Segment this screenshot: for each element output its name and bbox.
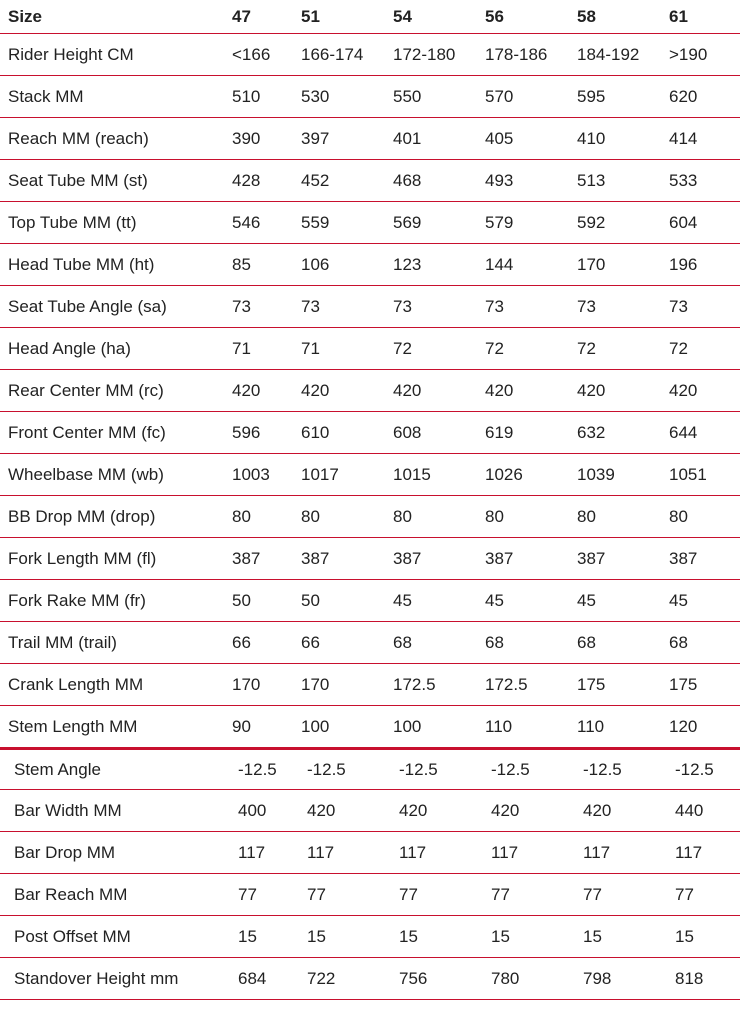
table-cell: 77 [675,884,694,904]
table-cell: 80 [485,506,504,526]
row-label: Head Tube MM (ht) [8,254,155,274]
header-size: 61 [669,6,688,26]
table-row [0,370,740,412]
table-row [0,76,740,118]
row-label: Stack MM [8,86,84,106]
table-row [0,874,740,916]
table-cell: 15 [583,926,602,946]
table-cell: 420 [485,380,514,400]
table-cell: 117 [399,842,427,862]
table-cell: 15 [238,926,257,946]
table-cell: 73 [577,296,596,316]
table-cell: 77 [491,884,510,904]
table-cell: 420 [669,380,698,400]
table-cell: 550 [393,86,422,106]
table-cell: 73 [485,296,504,316]
table-cell: 387 [577,548,606,568]
table-cell: 117 [583,842,611,862]
table-cell: 420 [491,800,520,820]
row-label: Seat Tube MM (st) [8,170,148,190]
table-cell: -12.5 [675,759,714,779]
table-cell: 170 [577,254,606,274]
table-cell: 80 [669,506,688,526]
table-row [0,286,740,328]
table-cell: -12.5 [399,759,438,779]
table-cell: 66 [301,632,320,652]
table-cell: 1051 [669,464,707,484]
table-cell: 400 [238,800,267,820]
table-cell: 80 [393,506,412,526]
table-cell: 608 [393,422,422,442]
row-label: Top Tube MM (tt) [8,212,137,232]
table-cell: 387 [301,548,330,568]
table-cell: -12.5 [307,759,346,779]
table-cell: 410 [577,128,606,148]
table-cell: 170 [232,674,261,694]
table-cell: 644 [669,422,698,442]
table-cell: 175 [669,674,698,694]
table-cell: 387 [393,548,422,568]
table-cell: 610 [301,422,330,442]
table-cell: 1026 [485,464,523,484]
table-cell: 77 [307,884,326,904]
table-row [0,160,740,202]
table-cell: 50 [301,590,320,610]
table-cell: 68 [485,632,504,652]
row-label: Stem Angle [14,759,101,779]
table-cell: 45 [669,590,688,610]
table-cell: 172-180 [393,44,456,64]
table-cell: 559 [301,212,330,232]
header-label: Size [8,6,43,26]
row-label: Bar Width MM [14,800,122,820]
table-cell: 45 [577,590,596,610]
table-cell: 117 [307,842,335,862]
table-row [0,118,740,160]
row-label: Front Center MM (fc) [8,422,166,442]
table-cell: 117 [491,842,519,862]
table-cell: 72 [393,338,412,358]
table-cell: 45 [393,590,412,610]
table-cell: 596 [232,422,261,442]
table-cell: 722 [307,968,336,988]
row-label: Fork Rake MM (fr) [8,590,146,610]
table-cell: -12.5 [583,759,622,779]
table-cell: 71 [232,338,251,358]
table-cell: 546 [232,212,261,232]
table-cell: 513 [577,170,606,190]
table-cell: 579 [485,212,514,232]
table-row [0,958,740,1000]
table-cell: 72 [669,338,688,358]
table-cell: 387 [485,548,514,568]
table-cell: -12.5 [238,759,277,779]
table-cell: 170 [301,674,330,694]
table-cell: 80 [232,506,251,526]
table-cell: 570 [485,86,514,106]
table-cell: 100 [301,716,330,736]
table-row [0,580,740,622]
table-cell: 420 [399,800,428,820]
header-size: 47 [232,6,251,26]
table-cell: 166-174 [301,44,364,64]
table-cell: 619 [485,422,514,442]
table-row [0,622,740,664]
table-cell: 68 [577,632,596,652]
table-row [0,748,740,790]
table-cell: 120 [669,716,698,736]
header-size: 51 [301,6,320,26]
row-label: Reach MM (reach) [8,128,149,148]
table-cell: 172.5 [393,674,436,694]
table-cell: 1017 [301,464,339,484]
table-cell: 592 [577,212,606,232]
table-cell: 15 [491,926,510,946]
table-cell: 420 [577,380,606,400]
row-label: Standover Height mm [14,968,179,988]
table-body [0,34,740,1000]
table-cell: >190 [669,44,708,64]
table-cell: 405 [485,128,514,148]
table-cell: 73 [232,296,251,316]
table-cell: 117 [675,842,703,862]
table-cell: 1003 [232,464,270,484]
table-cell: -12.5 [491,759,530,779]
header-size: 56 [485,6,504,26]
table-cell: 604 [669,212,698,232]
table-cell: 196 [669,254,698,274]
table-cell: 387 [669,548,698,568]
table-cell: 45 [485,590,504,610]
table-cell: 414 [669,128,698,148]
table-cell: 452 [301,170,330,190]
table-cell: 68 [393,632,412,652]
row-label: Stem Length MM [8,716,138,736]
table-cell: 468 [393,170,422,190]
table-cell: 72 [577,338,596,358]
table-cell: 85 [232,254,251,274]
table-cell: 175 [577,674,606,694]
table-cell: 401 [393,128,422,148]
table-header-row [0,0,740,34]
table-cell: 80 [577,506,596,526]
table-cell: <166 [232,44,271,64]
table-cell: 510 [232,86,261,106]
table-row [0,454,740,496]
table-row [0,790,740,832]
table-row [0,412,740,454]
table-cell: 684 [238,968,267,988]
table-cell: 595 [577,86,606,106]
table-cell: 798 [583,968,612,988]
row-label: Seat Tube Angle (sa) [8,296,167,316]
header-size: 54 [393,6,412,26]
table-cell: 73 [393,296,412,316]
table-cell: 1015 [393,464,431,484]
table-cell: 106 [301,254,330,274]
header-size: 58 [577,6,596,26]
table-cell: 818 [675,968,704,988]
row-label: Fork Length MM (fl) [8,548,157,568]
table-row [0,538,740,580]
table-cell: 77 [399,884,418,904]
table-cell: 420 [307,800,336,820]
table-row [0,496,740,538]
row-label: Bar Drop MM [14,842,116,862]
table-cell: 50 [232,590,251,610]
row-label: Rear Center MM (rc) [8,380,164,400]
table-cell: 172.5 [485,674,528,694]
table-cell: 123 [393,254,422,274]
table-row [0,832,740,874]
table-cell: 178-186 [485,44,548,64]
table-cell: 77 [583,884,602,904]
table-cell: 100 [393,716,422,736]
table-row [0,202,740,244]
table-cell: 569 [393,212,422,232]
table-cell: 440 [675,800,704,820]
table-cell: 73 [301,296,320,316]
table-row [0,664,740,706]
row-label: Trail MM (trail) [8,632,117,652]
row-label: Rider Height CM [8,44,134,64]
row-label: Wheelbase MM (wb) [8,464,164,484]
table-cell: 1039 [577,464,615,484]
row-label: Crank Length MM [8,674,144,694]
table-cell: 80 [301,506,320,526]
table-cell: 390 [232,128,261,148]
table-cell: 90 [232,716,251,736]
table-cell: 68 [669,632,688,652]
table-cell: 420 [232,380,261,400]
table-cell: 420 [393,380,422,400]
table-cell: 620 [669,86,698,106]
table-cell: 72 [485,338,504,358]
table-cell: 66 [232,632,251,652]
table-cell: 397 [301,128,330,148]
table-cell: 73 [669,296,688,316]
table-cell: 15 [675,926,694,946]
table-cell: 71 [301,338,320,358]
table-cell: 110 [485,716,513,736]
table-cell: 77 [238,884,257,904]
table-cell: 15 [399,926,418,946]
table-cell: 632 [577,422,606,442]
row-label: Head Angle (ha) [8,338,131,358]
table-cell: 110 [577,716,605,736]
table-cell: 493 [485,170,514,190]
row-label: Bar Reach MM [14,884,128,904]
table-cell: 530 [301,86,330,106]
table-cell: 184-192 [577,44,640,64]
table-row [0,916,740,958]
table-cell: 420 [301,380,330,400]
table-cell: 420 [583,800,612,820]
table-cell: 780 [491,968,520,988]
table-cell: 387 [232,548,261,568]
table-row [0,34,740,76]
table-row [0,244,740,286]
table-row [0,328,740,370]
table-cell: 756 [399,968,428,988]
row-label: Post Offset MM [14,926,131,946]
table-cell: 428 [232,170,261,190]
table-row [0,706,740,748]
row-label: BB Drop MM (drop) [8,506,156,526]
table-cell: 15 [307,926,326,946]
table-cell: 117 [238,842,266,862]
table-cell: 144 [485,254,514,274]
table-cell: 533 [669,170,698,190]
